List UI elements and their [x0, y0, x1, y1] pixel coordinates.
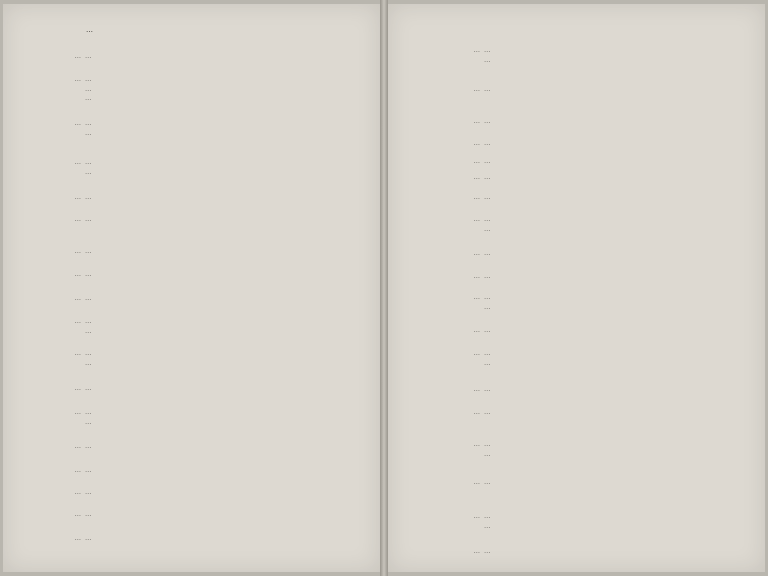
entry-line: …: [85, 158, 92, 166]
entry-line: …: [85, 358, 92, 367]
entry-date: …: [74, 158, 81, 166]
entry-line: …: [85, 128, 92, 137]
entry-line: …: [484, 139, 491, 147]
chronicle-entry: [388, 85, 749, 95]
entry-date: …: [74, 442, 81, 450]
chronicle-entry: [3, 349, 315, 368]
entry-line: …: [484, 117, 491, 125]
chronicle-entry: [388, 272, 749, 282]
entry-date: …: [74, 466, 81, 474]
chronicle-entry: [388, 326, 749, 336]
chronicle-entry: [388, 293, 749, 312]
entry-text: [484, 249, 749, 259]
entry-date: …: [74, 119, 81, 127]
entry-date: …: [473, 385, 480, 393]
entry-line: …: [85, 384, 92, 392]
entry-text: [85, 158, 315, 177]
chronicle-entry: [3, 75, 315, 104]
entry-line: …: [85, 247, 92, 255]
entry-text: [484, 157, 749, 167]
entry-date: …: [473, 139, 480, 147]
entry-line: …: [484, 326, 491, 334]
chronicle-entry: [3, 510, 315, 520]
entry-date: …: [74, 75, 81, 83]
entry-text: [484, 272, 749, 282]
entry-line: …: [85, 408, 92, 416]
left-entry-list: [3, 4, 380, 572]
entry-line: …: [85, 84, 92, 93]
entry-date: …: [74, 384, 81, 392]
entry-line: …: [85, 94, 92, 103]
entry-line: …: [85, 488, 92, 496]
entry-date: …: [473, 173, 480, 181]
chronicle-entry: [3, 270, 315, 280]
entry-line: …: [85, 417, 92, 426]
entry-date: …: [473, 547, 480, 555]
entry-date: …: [473, 117, 480, 125]
entry-text: [484, 193, 749, 203]
chronicle-entry: [388, 46, 749, 65]
entry-text: [484, 215, 749, 234]
chronicle-entry: [388, 408, 749, 418]
entry-line: …: [484, 55, 491, 64]
entry-text: [85, 317, 315, 336]
entry-line: …: [484, 215, 491, 223]
entry-text: [484, 408, 749, 418]
entry-date: …: [74, 270, 81, 278]
entry-date: …: [74, 247, 81, 255]
chronicle-entry: [3, 158, 315, 177]
entry-text: [484, 385, 749, 395]
entry-text: [484, 139, 749, 149]
entry-date: …: [473, 440, 480, 448]
entry-line: …: [484, 85, 491, 93]
entry-date: …: [473, 249, 480, 257]
entry-text: [85, 384, 315, 394]
entry-text: [85, 510, 315, 520]
entry-date: …: [473, 85, 480, 93]
chronicle-entry: [388, 193, 749, 203]
entry-line: …: [85, 442, 92, 450]
entry-line: …: [484, 358, 491, 367]
entry-line: …: [484, 385, 491, 393]
chronicle-entry: [388, 547, 749, 557]
entry-date: …: [473, 157, 480, 165]
entry-line: …: [484, 449, 491, 458]
entry-text: [85, 534, 315, 544]
entry-line: …: [484, 293, 491, 301]
chronicle-entry: [388, 512, 749, 531]
entry-line: …: [85, 510, 92, 518]
chronicle-entry: [3, 442, 315, 452]
entry-line: …: [484, 46, 491, 54]
entry-date: …: [473, 215, 480, 223]
entry-text: [85, 119, 315, 138]
entry-line: …: [484, 272, 491, 280]
entry-line: …: [85, 294, 92, 302]
entry-text: [85, 408, 315, 427]
entry-text: [85, 247, 315, 257]
entry-line: …: [85, 534, 92, 542]
chronicle-entry: [388, 249, 749, 259]
entry-line: …: [85, 75, 92, 83]
entry-text: [484, 547, 749, 557]
book-gutter: [380, 0, 388, 576]
chronicle-entry: [388, 139, 749, 149]
entry-date: …: [473, 293, 480, 301]
right-page: [388, 4, 765, 572]
entry-line: …: [484, 173, 491, 181]
chronicle-entry: [3, 408, 315, 427]
entry-line: …: [484, 157, 491, 165]
entry-line: …: [85, 193, 92, 201]
entry-text: [484, 46, 749, 65]
entry-text: [85, 488, 315, 498]
right-entry-list: [388, 4, 765, 572]
entry-date: …: [74, 488, 81, 496]
left-page: [3, 4, 380, 572]
entry-line: …: [85, 215, 92, 223]
entry-line: …: [484, 547, 491, 555]
entry-date: …: [473, 408, 480, 416]
entry-text: [85, 442, 315, 452]
entry-line: …: [85, 167, 92, 176]
chronicle-entry: [388, 349, 749, 368]
entry-text: [85, 294, 315, 304]
entry-text: [484, 85, 749, 95]
chronicle-entry: [3, 294, 315, 304]
entry-text: [85, 193, 315, 203]
entry-line: …: [484, 349, 491, 357]
chronicle-entry: [3, 247, 315, 257]
chronicle-entry: [3, 466, 315, 476]
chronicle-entry: [388, 173, 749, 183]
chronicle-entry: [3, 317, 315, 336]
chronicle-entry: [3, 119, 315, 138]
entry-line: …: [85, 466, 92, 474]
entry-text: [484, 117, 749, 127]
chronicle-entry: [388, 440, 749, 459]
entry-date: …: [74, 534, 81, 542]
entry-date: …: [473, 349, 480, 357]
entry-line: …: [85, 317, 92, 325]
entry-text: [85, 466, 315, 476]
entry-text: [85, 75, 315, 104]
entry-date: …: [473, 46, 480, 54]
chronicle-entry: [388, 385, 749, 395]
chronicle-entry: [3, 534, 315, 544]
chronicle-entry: [3, 215, 315, 225]
entry-line: …: [484, 478, 491, 486]
entry-text: [484, 293, 749, 312]
entry-line: …: [85, 326, 92, 335]
entry-text: [484, 349, 749, 368]
entry-line: …: [484, 193, 491, 201]
chronicle-entry: [3, 384, 315, 394]
entry-line: …: [484, 249, 491, 257]
entry-date: …: [473, 512, 480, 520]
chronicle-entry: [388, 478, 749, 488]
entry-line: …: [484, 512, 491, 520]
chronicle-entry: [388, 157, 749, 167]
entry-line: …: [85, 52, 92, 60]
entry-line: …: [484, 408, 491, 416]
entry-text: [85, 349, 315, 368]
entry-text: [85, 52, 315, 62]
entry-line: …: [484, 440, 491, 448]
chronicle-entry: [388, 117, 749, 127]
entry-text: [484, 326, 749, 336]
entry-line: …: [85, 119, 92, 127]
entry-line: …: [484, 302, 491, 311]
entry-text: [484, 478, 749, 488]
entry-line: …: [484, 224, 491, 233]
entry-date: …: [473, 272, 480, 280]
entry-text: [484, 173, 749, 183]
entry-date: …: [473, 478, 480, 486]
entry-date: …: [74, 510, 81, 518]
chronicle-entry: [3, 52, 315, 62]
chronicle-entry: [388, 215, 749, 234]
entry-text: [484, 440, 749, 459]
entry-date: …: [74, 408, 81, 416]
entry-date: …: [74, 193, 81, 201]
page-heading: …: [86, 26, 94, 34]
entry-text: [85, 270, 315, 280]
entry-date: …: [74, 349, 81, 357]
chronicle-entry: [3, 193, 315, 203]
entry-date: …: [473, 326, 480, 334]
entry-date: …: [74, 52, 81, 60]
entry-line: …: [85, 349, 92, 357]
entry-date: …: [74, 317, 81, 325]
entry-line: …: [484, 521, 491, 530]
entry-date: …: [74, 294, 81, 302]
chronicle-entry: [3, 488, 315, 498]
entry-text: [85, 215, 315, 225]
entry-line: …: [85, 270, 92, 278]
entry-date: …: [74, 215, 81, 223]
entry-text: [484, 512, 749, 531]
entry-date: …: [473, 193, 480, 201]
